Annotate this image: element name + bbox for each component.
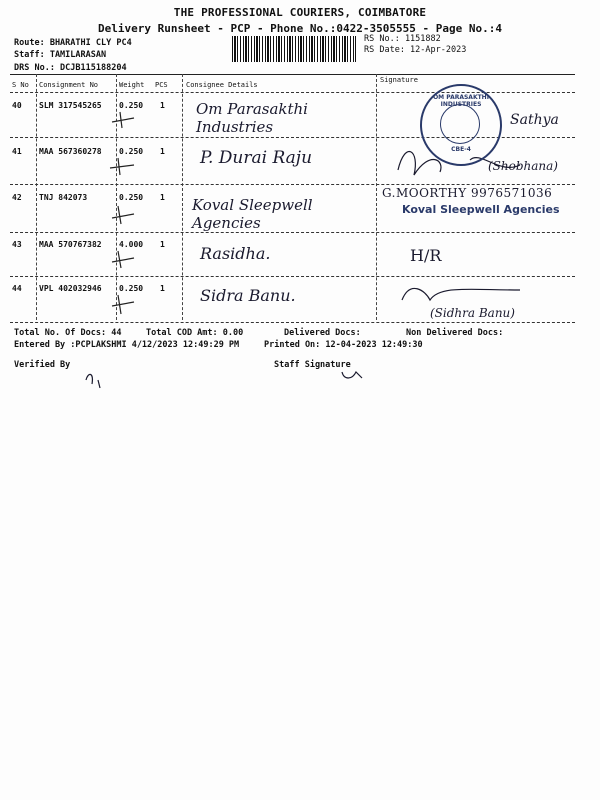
tick-mark bbox=[112, 206, 134, 224]
drs-number: DRS No.: DCJB115188204 bbox=[14, 63, 127, 73]
row-pcs: 1 bbox=[160, 240, 165, 249]
stamp-city: CBE-4 bbox=[451, 146, 471, 153]
row-sno: 42 bbox=[12, 193, 22, 202]
row-consignee-handwritten: Koval Sleepwell Agencies bbox=[192, 196, 313, 232]
col-header-consignee: Consignee Details bbox=[186, 81, 258, 89]
signature-scribble bbox=[86, 374, 100, 388]
stamp-inner-ring bbox=[440, 104, 480, 144]
row-pcs: 1 bbox=[160, 284, 165, 293]
company-stamp bbox=[420, 84, 502, 166]
row-consignment: SLM 317545265 bbox=[39, 101, 102, 110]
tick-mark bbox=[112, 112, 134, 128]
col-header-consignment: Consignment No bbox=[39, 81, 99, 89]
row-signature-handwritten: (Sidhra Banu) bbox=[430, 306, 515, 320]
signature-scribble bbox=[342, 372, 362, 378]
row-pcs: 1 bbox=[160, 193, 165, 202]
row-signature-handwritten: G.MOORTHY 9976571036 bbox=[382, 186, 553, 200]
col-header-signature: Signature bbox=[380, 76, 418, 84]
row-consignee-handwritten: Om Parasakthi Industries bbox=[196, 100, 308, 136]
company-title: THE PROFESSIONAL COURIERS, COIMBATORE bbox=[173, 6, 427, 19]
tick-mark bbox=[112, 251, 134, 268]
rs-number: RS No.: 1151882 bbox=[364, 34, 441, 44]
row-sno: 43 bbox=[12, 240, 22, 249]
route-label: Route: BHARATHI CLY PC4 bbox=[14, 38, 132, 48]
signature-scribble bbox=[402, 288, 520, 300]
row-pcs: 1 bbox=[160, 101, 165, 110]
row-consignment: MAA 570767382 bbox=[39, 240, 102, 249]
stamp-company: OM PARASAKTHI INDUSTRIES bbox=[433, 94, 489, 108]
col-header-sno: S No bbox=[12, 81, 29, 89]
row-consignment: MAA 567360278 bbox=[39, 147, 102, 156]
row-consignee-handwritten: Rasidha. bbox=[200, 244, 271, 263]
row-pcs: 1 bbox=[160, 147, 165, 156]
row-signature-handwritten: (Shobhana) bbox=[488, 159, 558, 173]
total-cod: Total COD Amt: 0.00 bbox=[146, 328, 244, 338]
col-header-weight: Weight bbox=[119, 81, 145, 89]
row-sno: 44 bbox=[12, 284, 22, 293]
row-weight: 0.250 bbox=[119, 101, 144, 110]
entered-by: Entered By :PCPLAKSHMI 4/12/2023 12:49:29 PM bbox=[14, 340, 240, 350]
total-docs: Total No. Of Docs: 44 bbox=[14, 328, 122, 338]
row-weight: 4.000 bbox=[119, 240, 144, 249]
tick-mark bbox=[112, 295, 134, 314]
delivered-docs: Delivered Docs: bbox=[284, 328, 361, 338]
row-consignee-handwritten: Sidra Banu. bbox=[200, 286, 296, 305]
staff-signature: Staff Signature bbox=[274, 360, 351, 370]
row-consignment: TNJ 842073 bbox=[39, 193, 88, 202]
non-delivered-docs: Non Delivered Docs: bbox=[406, 328, 504, 338]
runsheet-subtitle: Delivery Runsheet - PCP - Phone No.:0422-3505555 - Page No.:4 bbox=[98, 22, 502, 35]
row-weight: 0.250 bbox=[119, 284, 144, 293]
row-sno: 40 bbox=[12, 101, 22, 110]
verified-by: Verified By bbox=[14, 360, 71, 370]
printed-on: Printed On: 12-04-2023 12:49:30 bbox=[264, 340, 423, 350]
row-sno: 41 bbox=[12, 147, 22, 156]
row-signature-handwritten: Sathya bbox=[510, 112, 559, 128]
staff-label: Staff: TAMILARASAN bbox=[14, 50, 107, 60]
row-weight: 0.250 bbox=[119, 193, 144, 202]
company-stamp-text: Koval Sleepwell Agencies bbox=[402, 203, 560, 216]
col-header-pcs: PCS bbox=[155, 81, 168, 89]
rs-date: RS Date: 12-Apr-2023 bbox=[364, 45, 467, 55]
row-weight: 0.250 bbox=[119, 147, 144, 156]
row-consignee-handwritten: P. Durai Raju bbox=[200, 148, 313, 168]
tick-mark bbox=[110, 158, 134, 175]
row-signature-handwritten: H/R bbox=[410, 246, 442, 265]
row-consignment: VPL 402032946 bbox=[39, 284, 102, 293]
